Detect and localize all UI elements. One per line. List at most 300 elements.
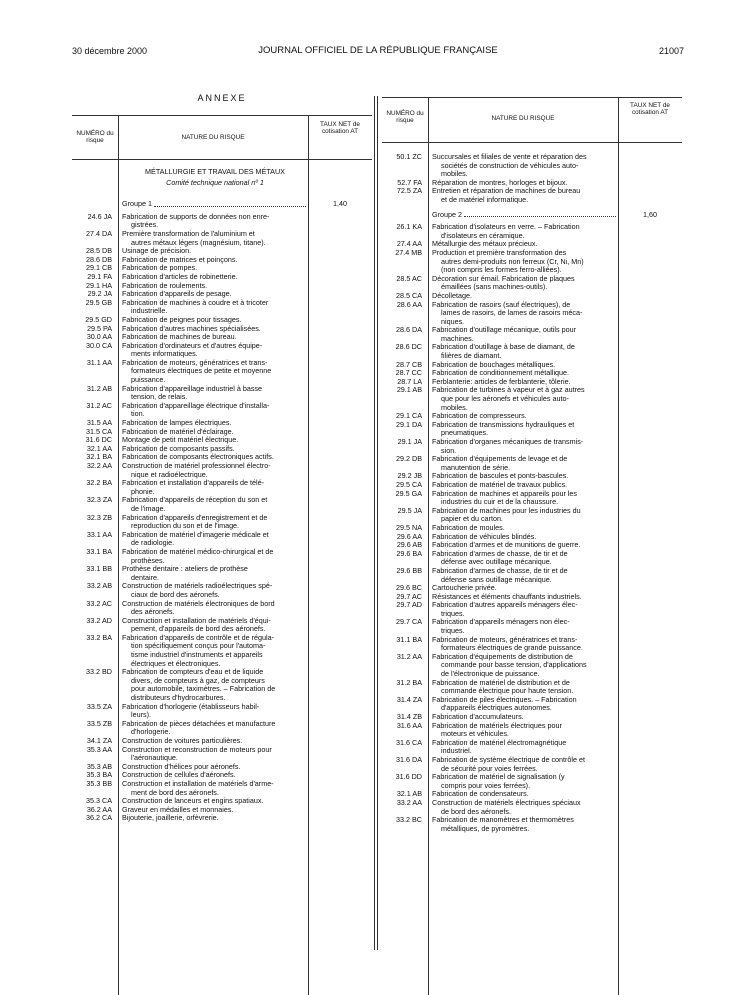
- description-line: Production et première transformation des: [432, 247, 567, 257]
- risk-code: 31.2 AB: [86, 383, 112, 393]
- description-line: Fabrication d'armes et de munitions de guerre.: [432, 540, 581, 550]
- table-row: [382, 455, 682, 472]
- risk-code: 32.2 BA: [86, 478, 112, 488]
- group-label: Groupe 1: [122, 199, 152, 209]
- table-row: [382, 816, 682, 833]
- description-line: moteurs et véhicules.: [441, 729, 509, 739]
- description-line: Fabrication d'organes mécaniques de transmis-: [432, 437, 584, 446]
- description-line: que pour les aéronefs et véhicules auto-: [441, 394, 569, 404]
- description-line: Fabrication de bascules et ponts-bascules.: [432, 471, 569, 481]
- risk-code: 36.2 AA: [86, 804, 112, 814]
- description-line: Fabrication d'appareils d'enregistrement et de: [122, 512, 268, 522]
- description-line: Construction de matériels radioélectriques spé-: [122, 581, 273, 591]
- risk-code: 31.2 BA: [396, 677, 422, 687]
- description-line: Succursales et filiales de vente et réparation des: [432, 152, 587, 161]
- description-line: divers, de compteurs à gaz, de compteurs: [131, 675, 265, 685]
- description-line: triques.: [441, 608, 465, 618]
- description-line: Construction de matériels électroniques de bord: [122, 598, 275, 608]
- table-row: [72, 806, 372, 815]
- risk-description: [118, 213, 308, 230]
- risk-code: 29.1 CA: [396, 411, 422, 421]
- risk-code: 29.5 JA: [397, 505, 422, 515]
- description-line: Fabrication d'appareils de réception du son et: [122, 495, 268, 505]
- risk-code: 32.2 AA: [86, 461, 112, 470]
- table-body: [382, 143, 682, 833]
- description-line: sociétés de construction de véhicules auto-: [441, 160, 579, 170]
- risk-description: [118, 496, 308, 513]
- description-line: industrielle.: [131, 306, 168, 316]
- risk-description: [428, 696, 618, 713]
- risk-code: 29.6 AA: [396, 531, 422, 541]
- group-label: Groupe 2: [432, 209, 462, 219]
- right-table: [382, 97, 682, 833]
- page-number: 21007: [658, 46, 684, 56]
- table-row: [382, 773, 682, 790]
- risk-code: 31.1 AA: [86, 357, 112, 367]
- risk-code: 31.6 CA: [396, 737, 422, 747]
- table-row: [72, 582, 372, 599]
- description-line: Résistances et éléments chauffants industriels.: [432, 591, 582, 601]
- table-row: [72, 385, 372, 402]
- risk-code: 32.3 ZB: [86, 512, 112, 522]
- description-line: nique et radioélectrique.: [131, 469, 208, 479]
- risk-code: 35.3 BA: [86, 770, 112, 780]
- risk-code: 29.2 JB: [397, 471, 422, 481]
- description-line: Construction de cellules d'aéronefs.: [122, 770, 236, 780]
- risk-description: [428, 490, 618, 507]
- table-row: [72, 600, 372, 617]
- table-row: [382, 421, 682, 438]
- description-line: d'isolateurs en céramique.: [441, 230, 525, 240]
- table-row: [72, 668, 372, 702]
- description-line: Fabrication de rasoirs (sauf électriques), de: [432, 299, 571, 309]
- description-line: Fabrication d'outillage à base de diamant, de: [432, 342, 575, 352]
- description-line: Fabrication de véhicules blindés.: [432, 531, 537, 541]
- table-row: [382, 567, 682, 584]
- risk-code: 27.4 MB: [395, 247, 422, 257]
- group-rate: 1,60: [643, 209, 657, 219]
- column-divider: [374, 96, 375, 950]
- risk-code: 31.2 AA: [396, 651, 422, 661]
- table-row: [72, 359, 372, 385]
- table-row: [382, 756, 682, 773]
- table-header: [72, 115, 372, 160]
- description-line: Fabrication de matériels électriques pour: [432, 720, 562, 730]
- description-line: Fabrication d'accumulateurs.: [432, 712, 524, 721]
- risk-description: [428, 301, 618, 327]
- description-line: Fabrication de matrices et poinçons.: [122, 254, 238, 264]
- description-line: Fabrication de machines et appareils pour les: [432, 488, 578, 498]
- journal-title: JOURNAL OFFICIEL DE LA RÉPUBLIQUE FRANÇAISE: [258, 45, 498, 56]
- risk-code: 28.7 CC: [395, 368, 422, 378]
- risk-code: 29.2 DB: [396, 454, 422, 464]
- table-row: [382, 301, 682, 327]
- risk-code: 29.1 HA: [86, 280, 112, 290]
- description-line: Fabrication d'ordinateurs et d'autres équipe-: [122, 340, 263, 350]
- header-date: 30 décembre 2000: [72, 46, 148, 56]
- table-row: [382, 601, 682, 618]
- description-line: Cartoucherie privée.: [432, 583, 497, 593]
- table-row: [72, 230, 372, 247]
- risk-code: 28.7 LA: [397, 376, 422, 386]
- description-line: Fabrication d'outillage mécanique, outils pour: [432, 325, 577, 335]
- description-line: Fabrication d'appareils de contrôle et de régula-: [122, 632, 275, 642]
- header-code: NUMÉRO du risque: [76, 130, 114, 145]
- table-row: [382, 343, 682, 360]
- description-line: Fabrication de machines de bureau.: [122, 332, 237, 342]
- description-line: autres demi-produits non ferreux (Cr, Ni, Mn): [441, 256, 584, 266]
- table-row: [72, 746, 372, 763]
- description-line: industriel.: [441, 746, 472, 756]
- description-line: (non compris les formes ferro-alliées).: [441, 265, 562, 275]
- description-line: Construction de lanceurs et engins spatiaux.: [122, 796, 264, 806]
- risk-code: 28.5 CA: [396, 290, 422, 300]
- description-line: Fabrication d'équipements de levage et de: [432, 454, 568, 464]
- risk-code: 33.5 ZA: [86, 701, 112, 711]
- description-line: Prothèse dentaire : ateliers de prothèse: [122, 564, 248, 574]
- table-row: [72, 213, 372, 230]
- description-line: Construction d'hélices pour aéronefs.: [122, 761, 241, 771]
- description-line: Fabrication de moules.: [432, 522, 505, 532]
- description-line: Fabrication d'armes de chasse, de tir et de: [432, 548, 568, 558]
- table-row: [72, 256, 372, 265]
- risk-code: 31.2 AC: [86, 400, 112, 410]
- description-line: niques.: [441, 316, 465, 326]
- risk-code: 29.2 JA: [87, 289, 112, 299]
- risk-code: 28.6 DC: [395, 342, 422, 352]
- description-line: Fabrication de compresseurs.: [432, 411, 527, 421]
- risk-description: [118, 342, 308, 359]
- description-line: Fabrication d'horlogerie (établisseurs habil-: [122, 701, 260, 711]
- risk-code: 33.2 AC: [86, 598, 112, 608]
- risk-description: [118, 720, 308, 737]
- table-row: [382, 636, 682, 653]
- table-row: [382, 153, 682, 179]
- table-row: [382, 696, 682, 713]
- description-line: Montage de petit matériel électrique.: [122, 435, 239, 445]
- description-line: autres métaux légers (magnésium, titane).: [131, 237, 266, 247]
- risk-description: [428, 722, 618, 739]
- risk-description: [428, 507, 618, 524]
- risk-code: 31.6 AA: [396, 720, 422, 730]
- risk-description: [428, 679, 618, 696]
- description-line: Fabrication de transmissions hydrauliques et: [432, 419, 575, 429]
- description-line: Fabrication d'appareillage industriel à basse: [122, 383, 263, 393]
- description-line: Fabrication de composants passifs.: [122, 443, 235, 453]
- risk-code: 35.3 AB: [86, 761, 112, 771]
- table-row: [72, 634, 372, 668]
- risk-code: 33.2 AB: [86, 581, 112, 591]
- left-table: [72, 115, 372, 823]
- table-row: [72, 496, 372, 513]
- risk-code: 29.7 AD: [396, 600, 422, 610]
- risk-code: 33.1 AA: [86, 529, 112, 539]
- risk-code: 29.5 CA: [396, 479, 422, 489]
- risk-code: 28.5 DB: [86, 246, 112, 256]
- description-line: papier et du carton.: [441, 514, 503, 524]
- risk-code: 29.1 DA: [396, 419, 422, 429]
- risk-description: [428, 636, 618, 653]
- description-line: Fabrication de conditionnement métallique.: [432, 368, 570, 378]
- table-row: [72, 548, 372, 565]
- table-row: [382, 799, 682, 816]
- risk-description: [118, 548, 308, 565]
- description-line: Construction de matériel professionnel électro-: [122, 461, 271, 470]
- description-line: Fabrication d'isolateurs en verre. – Fabrication: [432, 222, 580, 232]
- risk-code: 29.5 GA: [395, 488, 422, 498]
- risk-code: 29.1 JA: [397, 437, 422, 446]
- description-line: Fabrication de machines pour les industries du: [432, 505, 581, 515]
- description-line: Graveur en médailles et monnaies.: [122, 804, 234, 814]
- risk-description: [118, 299, 308, 316]
- risk-description: [428, 421, 618, 438]
- table-row: [72, 479, 372, 496]
- description-line: mobiles.: [441, 169, 468, 179]
- description-line: tisme industriel d'instruments et appareils: [131, 650, 263, 660]
- risk-code: 30.0 CA: [86, 340, 112, 350]
- description-line: Construction de voitures particulières.: [122, 736, 243, 745]
- risk-code: 29.6 BC: [396, 583, 422, 593]
- description-line: distributeurs d'hydrocarbures.: [131, 693, 226, 703]
- table-row: [382, 490, 682, 507]
- description-line: des aéronefs.: [131, 607, 175, 617]
- description-line: pour automobile, taximètres. – Fabrication de: [131, 684, 276, 694]
- risk-code: 29.5 GD: [85, 314, 112, 324]
- table-row: [72, 780, 372, 797]
- description-line: métalliques, de pyromètres.: [441, 823, 530, 833]
- description-line: dentaire.: [131, 572, 159, 582]
- risk-code: 35.3 AA: [86, 744, 112, 754]
- table-row: [72, 514, 372, 531]
- table-row: [382, 739, 682, 756]
- risk-code: 29.1 CB: [86, 263, 112, 273]
- risk-code: 33.2 AA: [396, 797, 422, 807]
- description-line: Réparation de montres, horloges et bijoux.: [432, 177, 568, 187]
- description-line: Entretien et réparation de machines de bureau: [432, 186, 581, 196]
- risk-code: 35.3 BB: [86, 778, 112, 788]
- risk-code: 32.1 BA: [86, 452, 112, 462]
- description-line: ciaux de bord des aéronefs.: [131, 589, 220, 599]
- description-line: leurs).: [131, 710, 151, 720]
- table-row: [382, 507, 682, 524]
- risk-description: [428, 455, 618, 472]
- risk-code: 30.0 AA: [86, 332, 112, 342]
- description-line: Fabrication de matériel médico-chirurgical et de: [122, 546, 274, 556]
- table-row: [382, 722, 682, 739]
- risk-code: 28.6 AA: [396, 299, 422, 309]
- description-line: ments informatiques.: [131, 349, 198, 359]
- description-line: Métallurgie des métaux précieux.: [432, 239, 538, 249]
- header-nature: NATURE DU RISQUE: [181, 134, 245, 141]
- risk-description: [428, 653, 618, 679]
- risk-code: 33.1 BB: [86, 564, 112, 574]
- risk-code: 31.4 ZB: [396, 712, 422, 721]
- risk-description: [118, 359, 308, 385]
- description-line: sion.: [441, 445, 457, 455]
- table-row: [382, 386, 682, 412]
- description-line: industries du cuir et de la chaussure.: [441, 497, 559, 507]
- risk-code: 50.1 ZC: [396, 152, 422, 161]
- risk-code: 29.5 PA: [86, 323, 112, 333]
- description-line: Fabrication de matériel d'imagerie médicale et: [122, 529, 269, 539]
- risk-description: [118, 565, 308, 582]
- table-row: [382, 249, 682, 275]
- risk-code: 32.1 AA: [86, 443, 112, 453]
- risk-description: [118, 780, 308, 797]
- description-line: Fabrication de roulements.: [122, 280, 208, 290]
- description-line: Construction et installation de matériels d'équi-: [122, 615, 271, 625]
- description-line: commande pour basse tension, d'applications: [441, 660, 587, 670]
- risk-code: 52.7 FA: [397, 177, 422, 187]
- page-header: [72, 44, 684, 58]
- description-line: Fabrication de système électrique de contrôle et: [432, 754, 586, 764]
- risk-description: [118, 582, 308, 599]
- risk-description: [428, 326, 618, 343]
- risk-description: [118, 703, 308, 720]
- risk-code: 72.5 ZA: [396, 186, 422, 196]
- description-line: Construction de matériels électriques spéciaux: [432, 797, 581, 807]
- description-line: Construction et installation de matériels d'arme-: [122, 778, 274, 788]
- risk-code: 29.6 BB: [396, 565, 422, 575]
- risk-description: [428, 249, 618, 275]
- description-line: Fabrication de matériel de distribution et de: [432, 677, 570, 687]
- description-line: mobiles.: [441, 402, 468, 412]
- description-line: Fabrication de machines à coudre et à tricoter: [122, 297, 269, 307]
- description-line: lames de rasoirs, de lames de rasoirs méca-: [441, 308, 583, 318]
- risk-description: [118, 514, 308, 531]
- description-line: triques.: [441, 626, 465, 636]
- risk-code: 29.1 FA: [87, 271, 112, 281]
- description-line: Fabrication de composants électroniques actifs.: [122, 452, 274, 462]
- risk-code: 33.1 BA: [86, 546, 112, 556]
- risk-code: 35.3 CA: [86, 796, 112, 806]
- risk-description: [118, 402, 308, 419]
- description-line: Fabrication d'autres machines spécialisées.: [122, 323, 261, 333]
- table-row: [382, 326, 682, 343]
- description-line: commande électrique pour haute tension.: [441, 686, 574, 696]
- risk-description: [428, 550, 618, 567]
- risk-code: 28.6 DB: [86, 254, 112, 264]
- risk-description: [428, 799, 618, 816]
- risk-code: 26.1 KA: [396, 222, 422, 232]
- section-subtitle: Comité technique national nº 1: [166, 177, 264, 187]
- description-line: manutention de série.: [441, 462, 511, 472]
- description-line: de sécurité pour voies ferrées.: [441, 763, 538, 773]
- description-line: pement, d'appareils de bord des aéronefs.: [131, 624, 266, 634]
- risk-description: [118, 634, 308, 668]
- risk-code: 31.6 DA: [396, 754, 422, 764]
- risk-description: [428, 438, 618, 455]
- description-line: Fabrication de bouchages métalliques.: [432, 359, 556, 369]
- table-row: [72, 299, 372, 316]
- table-row: [72, 720, 372, 737]
- table-row: [72, 617, 372, 634]
- description-line: d'appareils électriques autonomes.: [441, 703, 552, 713]
- column-divider-double: [377, 96, 378, 950]
- header-rate: TAUX NET de cotisation AT: [320, 121, 360, 136]
- description-line: Première transformation de l'aluminium et: [122, 228, 255, 238]
- risk-code: 32.1 AB: [396, 789, 422, 799]
- description-line: Bijouterie, joaillerie, orfèvrerie.: [122, 813, 219, 823]
- description-line: Fabrication d'appareils ménagers non élec-: [432, 617, 570, 627]
- table-row: [382, 679, 682, 696]
- description-line: Fabrication d'appareillage électrique d'installa-: [122, 400, 270, 410]
- table-row: [382, 223, 682, 240]
- risk-code: 31.1 BA: [396, 634, 422, 644]
- description-line: tion spécifiquement conçus pour l'automa-: [131, 641, 266, 651]
- table-row: [72, 273, 372, 282]
- table-row: [382, 653, 682, 679]
- risk-code: 33.2 BC: [396, 815, 422, 825]
- risk-description: [428, 187, 618, 204]
- description-line: Fabrication d'équipements de distribution de: [432, 651, 573, 661]
- risk-code: 31.5 CA: [86, 426, 112, 436]
- risk-code: 28.6 DA: [396, 325, 422, 335]
- table-row: [72, 531, 372, 548]
- risk-code: 31.4 ZA: [396, 694, 422, 704]
- risk-description: [428, 153, 618, 179]
- table-row: [72, 462, 372, 479]
- table-row: [72, 703, 372, 720]
- description-line: Ferblanterie: articles de ferblanterie, tôlerie.: [432, 376, 571, 386]
- description-line: émaillées (sans machines-outils).: [441, 282, 548, 292]
- risk-description: [428, 739, 618, 756]
- description-line: prothèses.: [131, 555, 165, 565]
- description-line: défense avec outillage mécanique.: [441, 557, 552, 567]
- description-line: Fabrication de lampes électriques.: [122, 418, 232, 428]
- table-row: [382, 187, 682, 204]
- risk-description: [428, 816, 618, 833]
- risk-description: [118, 600, 308, 617]
- description-line: filières de diamant.: [441, 351, 502, 361]
- description-line: Fabrication d'armes de chasse, de tir et de: [432, 565, 568, 575]
- description-line: ment de bord des aéronefs.: [131, 787, 219, 797]
- table-row: [382, 438, 682, 455]
- description-line: Fabrication de pièces détachées et manufacture: [122, 718, 276, 728]
- description-line: tion.: [131, 409, 145, 419]
- risk-description: [118, 814, 308, 823]
- header-code: NUMÉRO du risque: [386, 110, 424, 125]
- description-line: Fabrication de pompes.: [122, 263, 198, 273]
- description-line: Fabrication et installation d'appareils de télé-: [122, 478, 265, 488]
- description-line: Fabrication de manomètres et thermomètres: [432, 815, 574, 825]
- description-line: Fabrication de moteurs, génératrices et trans-: [122, 357, 268, 367]
- risk-code: 33.2 AD: [86, 615, 112, 625]
- risk-code: 29.7 CA: [396, 617, 422, 627]
- description-line: gistrées.: [131, 220, 159, 230]
- description-line: Fabrication de compteurs d'eau et de liquide: [122, 667, 264, 677]
- risk-code: 24.6 JA: [87, 211, 112, 221]
- description-line: électriques et électroniques.: [131, 658, 221, 668]
- risk-code: 33.2 BA: [86, 632, 112, 642]
- risk-description: [428, 223, 618, 240]
- risk-code: 27.4 AA: [396, 239, 422, 249]
- description-line: pneumatiques.: [441, 428, 489, 438]
- risk-description: [428, 601, 618, 618]
- table-row: [382, 275, 682, 292]
- risk-code: 31.6 DD: [395, 772, 422, 782]
- description-line: d'horlogerie.: [131, 727, 171, 737]
- risk-description: [428, 275, 618, 292]
- description-line: de bord des aéronefs.: [441, 806, 511, 816]
- description-line: Fabrication de peignes pour tissages.: [122, 314, 242, 324]
- description-line: tension, de relais.: [131, 392, 188, 402]
- description-line: Fabrication de condensateurs.: [432, 789, 529, 799]
- risk-description: [428, 386, 618, 412]
- annexe-heading: ANNEXE: [197, 93, 247, 103]
- risk-code: 33.5 ZB: [86, 718, 112, 728]
- risk-description: [118, 746, 308, 763]
